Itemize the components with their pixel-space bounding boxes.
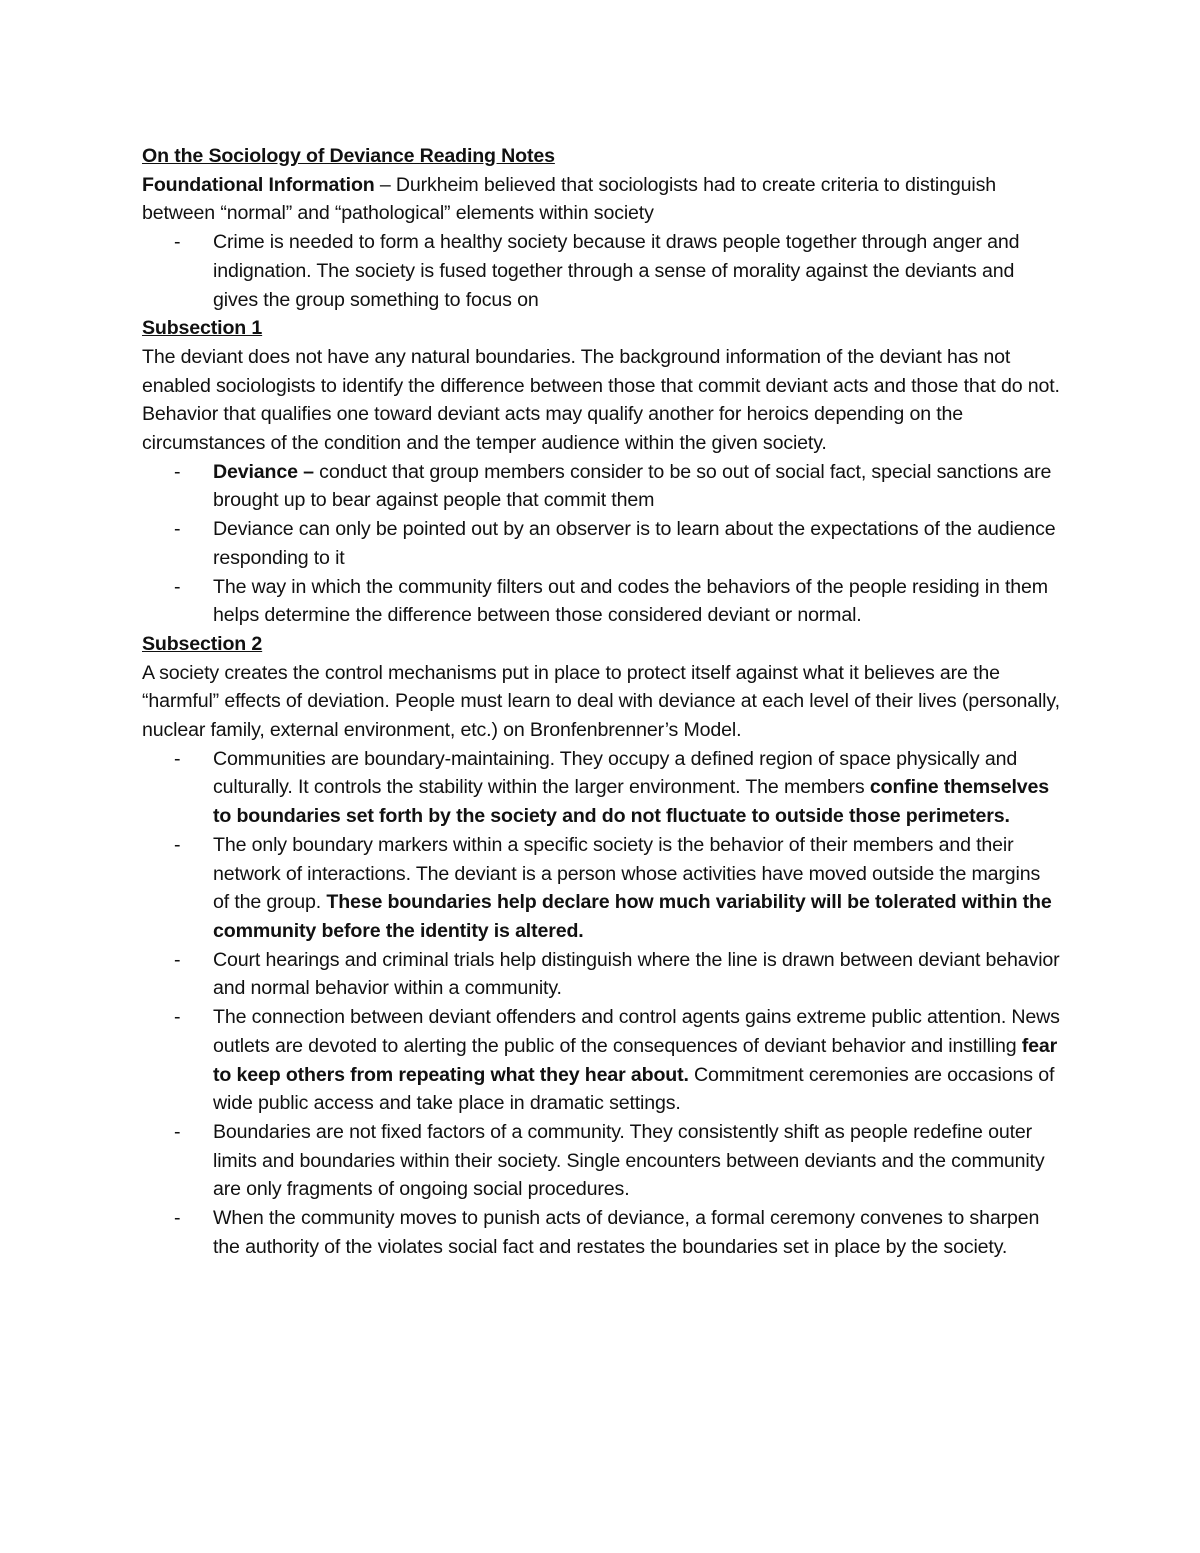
foundational-paragraph (142, 171, 1060, 228)
list-item (142, 1003, 1060, 1118)
list-item: - Crime is needed to form a healthy society because it draws people together through anger and indignation. The society is fused together through a sense of morality against the deviants and gives the group something to focus on (142, 228, 1060, 314)
deviance-term: Deviance – (213, 460, 314, 483)
list-item (142, 745, 1060, 831)
list-item: - Deviance can only be pointed out by an observer is to learn about the expectations of the audience responding to it (142, 515, 1060, 572)
list-item: - The way in which the community filters out and codes the behaviors of the people residing in them helps determine the difference between those considered deviant or normal. (142, 573, 1060, 630)
list-item-text: Commitment ceremonies are occasions of wide public access and take place in dramatic settings. (213, 1063, 1055, 1115)
list-item-text: The connection between deviant offenders and control agents gains extreme public attention. News outlets are devoted to alerting the public of the consequences of deviant behavior and instilling (213, 1006, 1060, 1057)
subsection-1-bullet-list (142, 458, 1060, 630)
list-item-bold-text: These boundaries help declare how much variability will be tolerated within the community before the identity is altered. (213, 891, 1052, 942)
document-title: On the Sociology of Deviance Reading Notes (142, 145, 555, 167)
list-item: - Court hearings and criminal trials help distinguish where the line is drawn between deviant behavior and normal behavior within a community. (142, 946, 1060, 1003)
list-item-text: The only boundary markers within a specific society is the behavior of their members and their network of interactions. The deviant is a person whose activities have moved outside the margins of the group. (213, 833, 1041, 914)
foundational-label: Foundational Information (142, 173, 375, 196)
list-item: - Boundaries are not fixed factors of a community. They consistently shift as people redefine outer limits and boundaries within their society. Single encounters between deviants and the community are only fragments of ongoing social procedures. (142, 1118, 1060, 1204)
foundational-text: – Durkheim believed that sociologists had to create criteria to distinguish between “normal” and “pathological” elements within society (142, 173, 996, 225)
subsection-2-paragraph: A society creates the control mechanisms put in place to protect itself against what it believes are the “harmful” effects of deviation. People must learn to deal with deviance at each level of their lives (personally, nuclear family, external environment, etc.) on Bronfenbrenner’s Model. (142, 661, 1060, 742)
subsection-1-paragraph: The deviant does not have any natural boundaries. The background information of the deviant has not enabled sociologists to identify the difference between those that commit deviant acts and those that do not. Behavior that qualifies one toward deviant acts may qualify another for heroics depending on the circumstances of the condition and the temper audience within the given society. (142, 345, 1060, 455)
foundational-bullet-list (142, 228, 1060, 314)
list-item: - When the community moves to punish acts of deviance, a formal ceremony convenes to sharpen the authority of the violates social fact and restates the boundaries set in place by the society. (142, 1204, 1060, 1261)
list-item (142, 458, 1060, 515)
list-item-text: Communities are boundary-maintaining. They occupy a defined region of space physically and culturally. It controls the stability within the larger environment. The members (213, 747, 1018, 799)
document-page (142, 142, 1060, 1261)
list-item-bold-text: confine themselves to boundaries set forth by the society and do not fluctuate to outside those perimeters. (213, 776, 1050, 828)
subsection-2-heading: Subsection 2 (142, 632, 263, 655)
list-item-bold-text: fear to keep others from repeating what they hear about. (213, 1034, 1058, 1086)
subsection-2-bullet-list (142, 745, 1060, 1262)
subsection-1-heading: Subsection 1 (142, 317, 263, 340)
deviance-definition: conduct that group members consider to be so out of social fact, special sanctions are brought up to bear against people that commit them (213, 460, 1052, 512)
list-item (142, 831, 1060, 946)
